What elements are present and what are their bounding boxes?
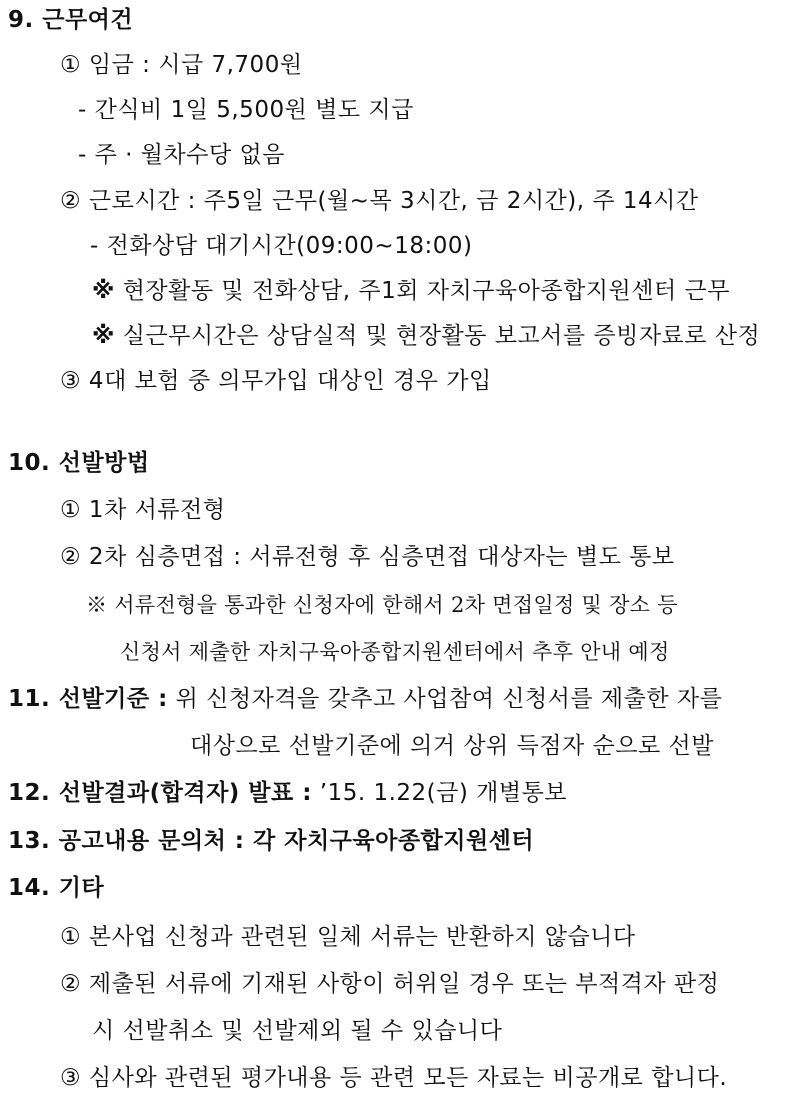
false-statement-item: ② 제출된 서류에 기재된 사항이 허위일 경우 또는 부적격자 판정 [60,971,720,997]
note-field-activity-text: 현장활동 및 전화상담, 주1회 자치구육아종합지원센터 근무 [122,278,730,304]
section-11-text: 위 신청자격을 갖추고 사업참여 신청서를 제출한 자를 [175,686,723,712]
reference-mark: ※ [92,323,115,349]
section-14-heading: 14. 기타 [8,875,105,901]
working-hours-item: ② 근로시간 : 주5일 근무(월~목 3시간, 금 2시간), 주 14시간 [60,188,699,214]
insurance-item: ③ 4대 보험 중 의무가입 대상인 경우 가입 [60,368,492,394]
reference-mark: ※ [92,278,115,304]
announcement-date: ’15. 1.22(금) 개별통보 [319,780,568,806]
interview-note-line1: ※ 서류전형을 통과한 신청자에 한해서 2차 면접일정 및 장소 등 [86,593,678,617]
section-11-text-line2: 대상으로 선발기준에 의거 상위 득점자 순으로 선발 [190,733,714,759]
no-leave-allowance: - 주 · 월차수당 없음 [78,142,285,168]
phone-standby-hours: - 전화상담 대기시간(09:00~18:00) [90,233,473,259]
false-statement-item-line2: 시 선발취소 및 선발제외 될 수 있습니다 [92,1018,503,1044]
section-10-heading: 10. 선발방법 [8,450,150,476]
wage-item: ① 임금 : 시급 7,700원 [60,52,303,78]
section-12-label: 12. 선발결과(합격자) 발표 : [8,780,312,806]
confidential-item: ③ 심사와 관련된 평가내용 등 관련 모든 자료는 비공개로 합니다. [60,1065,728,1091]
section-11 [8,684,722,714]
note-actual-hours-text: 실근무시간은 상담실적 및 현장활동 보고서를 증빙자료로 산정 [122,323,761,349]
note-actual-hours [92,321,760,351]
note-field-activity [92,276,730,306]
section-11-label: 11. 선발기준 : [8,686,168,712]
section-12 [8,778,567,808]
snack-allowance: - 간식비 1일 5,500원 별도 지급 [78,97,414,123]
no-return-item: ① 본사업 신청과 관련된 일체 서류는 반환하지 않습니다 [60,924,636,950]
document-screening-item: ① 1차 서류전형 [60,497,226,523]
section-9-heading: 9. 근무여건 [8,7,134,33]
section-13: 13. 공고내용 문의처 : 각 자치구육아종합지원센터 [8,828,535,854]
interview-item: ② 2차 심층면접 : 서류전형 후 심층면접 대상자는 별도 통보 [60,544,675,570]
interview-note-line2: 신청서 제출한 자치구육아종합지원센터에서 추후 안내 예정 [120,640,670,664]
